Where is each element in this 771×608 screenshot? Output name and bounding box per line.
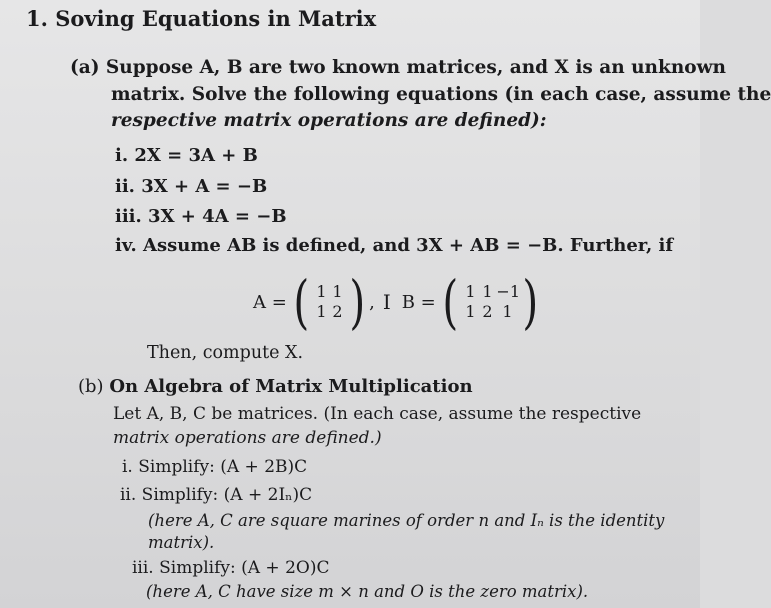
part-b-item-iii: iii. Simplify: (A + 2O)C: [132, 558, 330, 578]
matrix-a-cell: 1: [332, 282, 343, 301]
part-b-item-ii-note-2: matrix).: [148, 533, 215, 552]
section-heading: 1. Soving Equations in Matrix: [26, 6, 377, 31]
right-paren-a: ): [349, 268, 366, 336]
matrix-b-cell: 1: [465, 282, 476, 301]
part-a-item-ii: ii. 3X + A = −B: [115, 176, 268, 197]
matrix-a-label: A =: [253, 291, 287, 313]
part-a-then: Then, compute X.: [147, 343, 304, 363]
part-b-item-i: i. Simplify: (A + 2B)C: [122, 457, 308, 477]
matrix-a-cell: 1: [316, 302, 327, 321]
left-paren-a: (: [293, 268, 310, 336]
part-a-item-iii: iii. 3X + 4A = −B: [115, 206, 287, 227]
part-b-intro-1: Let A, B, C be matrices. (In each case, assume the respective: [113, 404, 642, 424]
matrix-b-cell: 1: [482, 282, 493, 301]
matrix-definitions: [250, 270, 542, 334]
matrix-b-cell: 1: [502, 302, 513, 321]
matrix-a: [313, 282, 345, 322]
right-paren-b: ): [522, 268, 539, 336]
part-b-item-ii: ii. Simplify: (A + 2Iₙ)C: [120, 485, 313, 505]
matrix-b: [462, 282, 518, 322]
part-b-item-ii-note-1: (here A, C are square marines of order n and Iₙ is the identity: [148, 511, 665, 530]
matrix-b-label: B =: [401, 291, 436, 313]
part-b-intro-2: matrix operations are defined.): [113, 428, 382, 448]
part-a-item-i: i. 2X = 3A + B: [115, 145, 258, 166]
part-b-item-iii-note: (here A, C have size m × n and O is the zero matrix).: [146, 582, 589, 601]
matrix-separator: ,: [369, 291, 375, 313]
part-a-line-3: respective matrix operations are defined):: [111, 110, 547, 131]
left-paren-b: (: [442, 268, 459, 336]
part-b-title: On Algebra of Matrix Multiplication: [109, 376, 473, 397]
part-a-line-2: matrix. Solve the following equations (in each case, assume the: [111, 84, 771, 105]
matrix-a-cell: 1: [316, 282, 327, 301]
text-cursor-icon: I: [382, 290, 391, 314]
matrix-b-cell: 2: [482, 302, 493, 321]
part-b-label: (b): [78, 376, 104, 397]
part-b-heading: [78, 376, 473, 397]
part-a-line-1: (a) Suppose A, B are two known matrices, and X is an unknown: [70, 57, 726, 78]
matrix-b-cell: −1: [496, 282, 520, 301]
part-a-item-iv: iv. Assume AB is defined, and 3X + AB = −B. Further, if: [115, 235, 674, 256]
matrix-a-cell: 2: [332, 302, 343, 321]
matrix-b-cell: 1: [465, 302, 476, 321]
